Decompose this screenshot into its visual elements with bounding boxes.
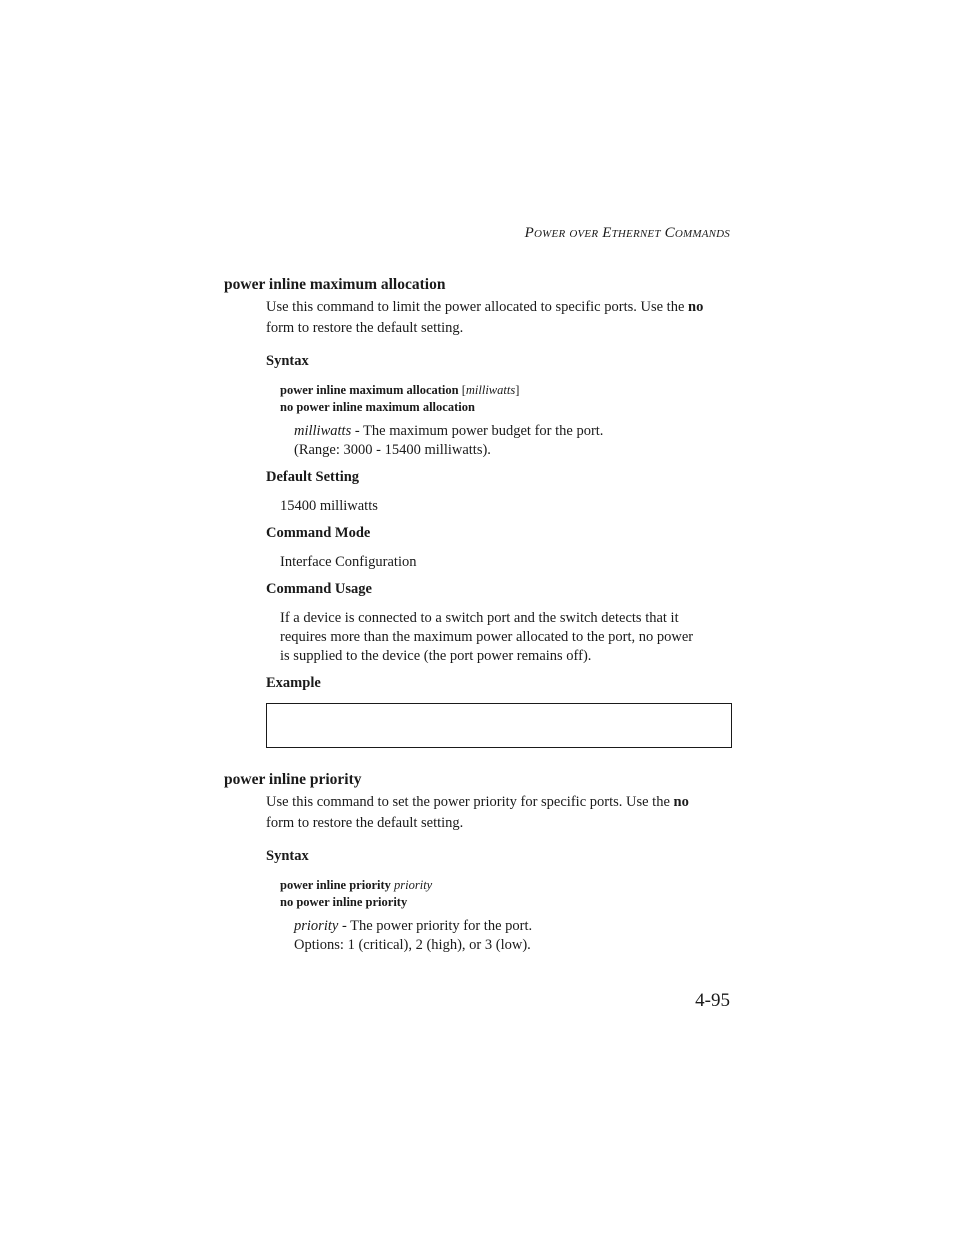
section1-syntax-cmd2: no power inline maximum allocation (280, 400, 475, 414)
section1-syntax-block (280, 382, 519, 416)
section1-description-line1: Use this command to limit the power allocated to specific ports. Use the (266, 299, 685, 315)
section2-syntax-cmd2: no power inline priority (280, 895, 408, 909)
running-header-thernet: THERNET (611, 228, 661, 240)
section1-syntax-heading: Syntax (266, 353, 309, 369)
section1-usage-line1: If a device is connected to a switch port and the switch detects that it (280, 610, 679, 626)
section1-param-name: milliwatts (294, 423, 352, 439)
running-header-p: P (524, 225, 535, 241)
example-code-box (266, 703, 732, 748)
section1-mode-value: Interface Configuration (280, 554, 417, 570)
section2-param-options: Options: 1 (critical), 2 (high), or 3 (low). (294, 937, 531, 953)
section1-param (294, 422, 603, 460)
section1-syntax-bracket-close: ] (515, 383, 520, 397)
section1-usage-line3: is supplied to the device (the port power remains off). (280, 648, 592, 664)
section2-syntax-block (280, 877, 432, 911)
section2-param-desc: - The power priority for the port. (338, 918, 533, 934)
running-header-ommands: OMMANDS (674, 228, 730, 240)
section1-mode-heading: Command Mode (266, 525, 371, 541)
section1-usage-heading: Command Usage (266, 581, 372, 597)
section2-description-line1: Use this command to set the power priority for specific ports. Use the (266, 794, 670, 810)
running-header-ower: OWER (534, 228, 566, 240)
section1-syntax-bracket-open: [ (461, 383, 466, 397)
section2-param (294, 917, 532, 955)
section1-syntax-cmd1: power inline maximum allocation (280, 383, 459, 397)
section2-syntax-param: priority (394, 878, 433, 892)
section1-default-heading: Default Setting (266, 469, 360, 485)
section2-param-name: priority (294, 918, 339, 934)
section1-example-heading: Example (266, 675, 321, 691)
section1-description-no: no (688, 299, 704, 315)
section2-description-line2: form to restore the default setting. (266, 815, 464, 831)
running-header-over: OVER (569, 228, 599, 240)
running-header (525, 225, 730, 242)
section2-syntax-heading: Syntax (266, 848, 309, 864)
page-number: 4-95 (695, 990, 730, 1011)
section1-usage-text (280, 609, 693, 666)
section1-title: power inline maximum allocation (224, 276, 446, 293)
section2-title: power inline priority (224, 771, 362, 788)
section2-description-no: no (673, 794, 689, 810)
section1-description-line2: form to restore the default setting. (266, 320, 464, 336)
section1-description (266, 297, 703, 339)
section2-syntax-cmd1: power inline priority (280, 878, 391, 892)
section1-syntax-param: milliwatts (465, 383, 516, 397)
running-header-e: E (602, 225, 612, 241)
section1-default-value: 15400 milliwatts (280, 498, 378, 514)
running-header-c: C (664, 225, 675, 241)
section2-description (266, 792, 689, 834)
section1-param-desc: - The maximum power budget for the port. (351, 423, 604, 439)
section1-usage-line2: requires more than the maximum power allocated to the port, no power (280, 629, 694, 645)
section1-param-range: (Range: 3000 - 15400 milliwatts). (294, 442, 491, 458)
